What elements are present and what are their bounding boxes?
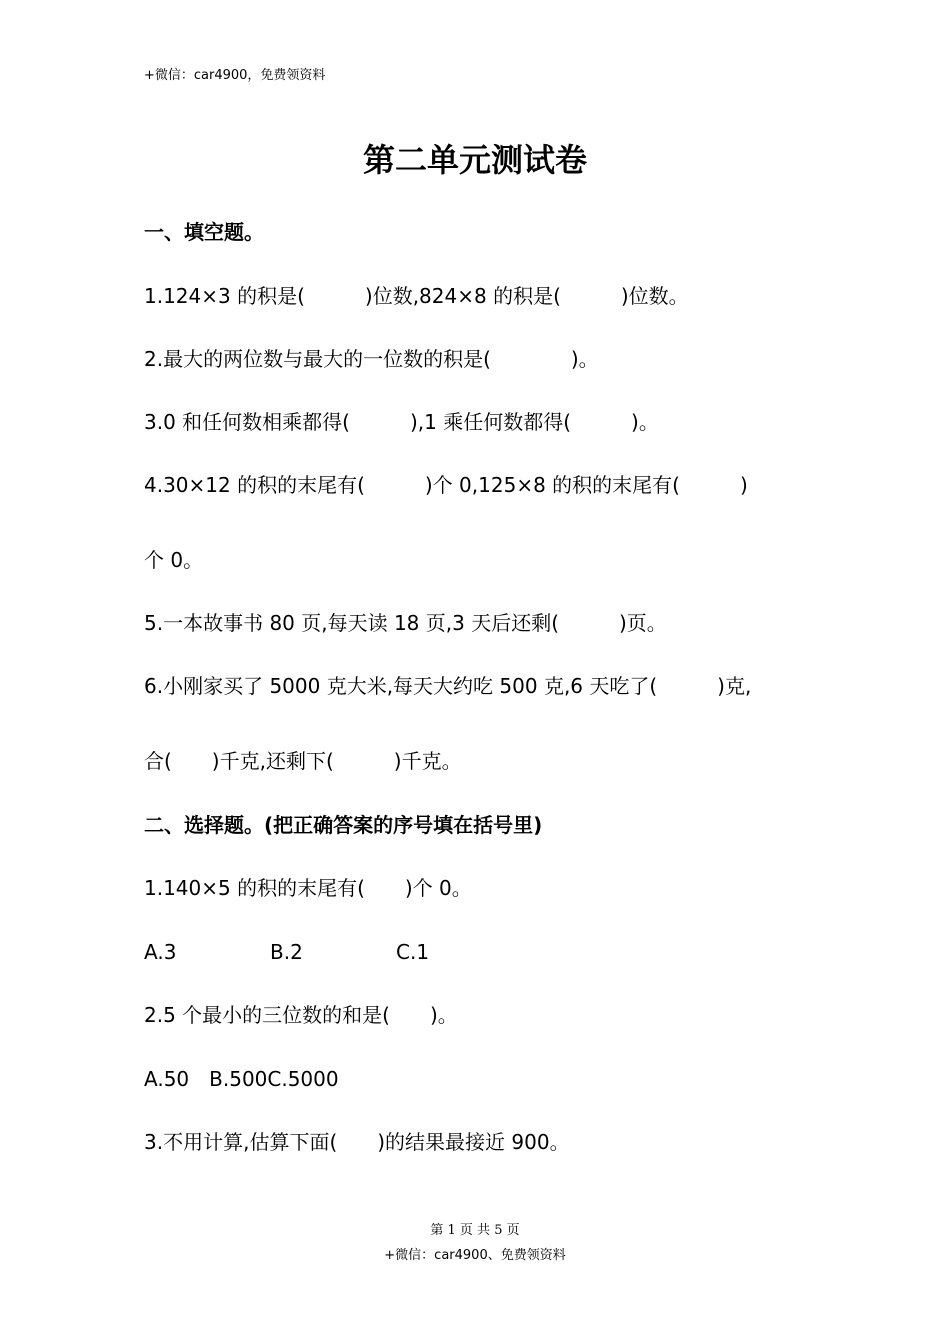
section2-question-2: 2.5 个最小的三位数的和是( )。 <box>144 1003 458 1027</box>
header-watermark: +微信：car4900，免费领资料 <box>144 68 326 83</box>
option-b: B.2 <box>270 940 303 964</box>
section2-question-1: 1.140×5 的积的末尾有( )个 0。 <box>144 876 472 900</box>
section1-question-6-line-2: 合( )千克,还剩下( )千克。 <box>144 749 462 773</box>
section1-question-4-line-2: 个 0。 <box>144 548 204 572</box>
section1-heading: 一、填空题。 <box>144 220 264 244</box>
option-a: A.3 <box>144 940 177 964</box>
section2-question-2-options: A.50 B.500C.5000 <box>144 1067 339 1091</box>
section2-heading: 二、选择题。(把正确答案的序号填在括号里) <box>144 813 543 837</box>
section1-question-5: 5.一本故事书 80 页,每天读 18 页,3 天后还剩( )页。 <box>144 611 667 635</box>
section1-question-4-line-1: 4.30×12 的积的末尾有( )个 0,125×8 的积的末尾有( ) <box>144 473 748 497</box>
page-number: 第 1 页 共 5 页 <box>430 1223 520 1238</box>
page-title: 第二单元测试卷 <box>362 141 587 179</box>
section2-question-3: 3.不用计算,估算下面( )的结果最接近 900。 <box>144 1130 570 1154</box>
section1-question-2: 2.最大的两位数与最大的一位数的积是( )。 <box>144 347 599 371</box>
section2-question-1-options <box>144 938 429 966</box>
option-c: C.1 <box>396 940 430 964</box>
section1-question-6-line-1: 6.小刚家买了 5000 克大米,每天大约吃 500 克,6 天吃了( )克, <box>144 674 752 698</box>
footer-watermark: +微信：car4900、免费领资料 <box>384 1248 566 1263</box>
section1-question-3: 3.0 和任何数相乘都得( ),1 乘任何数都得( )。 <box>144 410 659 434</box>
section1-question-1: 1.124×3 的积是( )位数,824×8 的积是( )位数。 <box>144 284 689 308</box>
